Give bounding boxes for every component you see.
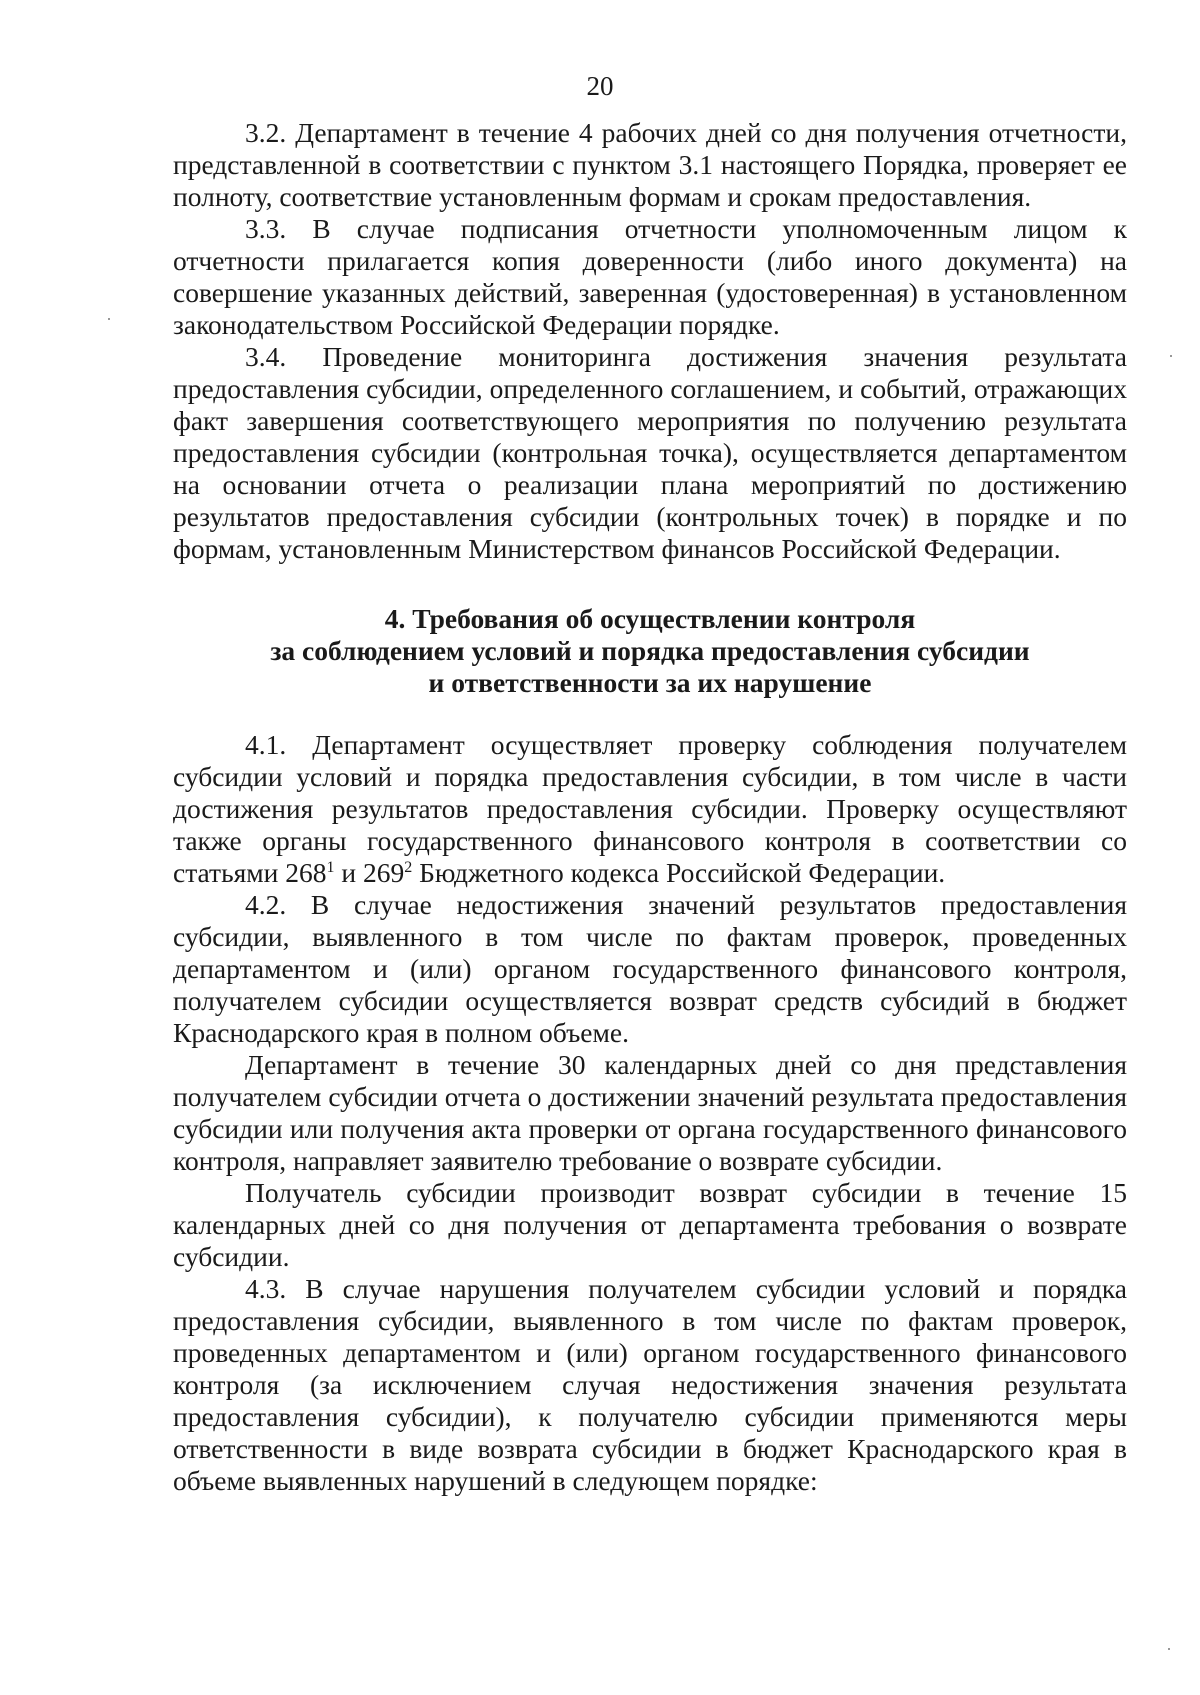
section-4-heading-line-2: за соблюдением условий и порядка предоставления субсидии (270, 635, 1030, 666)
scan-speck (1168, 1648, 1170, 1650)
paragraph-4-3: 4.3. В случае нарушения получателем субсидии условий и порядка предоставления субсидии, выявленного в том числе по фактам проверок, проведенных департаментом и (или) органом государственного финансового контроля (за исключением случая недостижения значения результата предоставления субсидии), к получателю субсидии применяются меры ответственности в виде возврата субсидии в бюджет Краснодарского края в объеме выявленных нарушений в следующем порядке: (173, 1273, 1127, 1496)
paragraph-4-2-return-term: Получатель субсидии производит возврат субсидии в течение 15 календарных дней со дня получения от департамента требования о возврате субсидии. (173, 1177, 1127, 1272)
page-number: 20 (586, 71, 614, 101)
paragraph-3-2: 3.2. Департамент в течение 4 рабочих дней со дня получения отчетности, представленной в соответствии с пунктом 3.1 настоящего Порядка, проверяет ее полноту, соответствие установленным формам и срокам предоставления. (173, 117, 1127, 212)
paragraph-4-1 (173, 729, 1127, 889)
article-268-superscript: 1 (326, 859, 335, 876)
scan-speck (1170, 355, 1172, 357)
section-4-heading-line-3: и ответственности за их нарушение (428, 667, 872, 698)
paragraph-4-1-text-b: и 269 (334, 857, 405, 888)
paragraph-4-1-text-a: 4.1. Департамент осуществляет проверку соблюдения получателем субсидии условий и порядка предоставления субсидии, в том числе в части достижения результатов предоставления субсидии. Проверку осуществляют также органы государственного финансового контроля в соответствии со статьями 268 (173, 729, 1127, 888)
article-269-superscript: 2 (404, 859, 413, 876)
paragraph-4-2: 4.2. В случае недостижения значений результатов предоставления субсидии, выявленного в том числе по фактам проверок, проведенных департаментом и (или) органом государственного финансового контроля, получателем субсидии осуществляется возврат средств субсидий в бюджет Краснодарского края в полном объеме. (173, 889, 1127, 1048)
section-4-heading (173, 603, 1127, 699)
document-body (173, 117, 1127, 1497)
paragraph-4-1-text-c: Бюджетного кодекса Российской Федерации. (412, 857, 946, 888)
section-4-heading-line-1: 4. Требования об осуществлении контроля (384, 603, 916, 634)
scan-speck (108, 318, 110, 320)
paragraph-3-3: 3.3. В случае подписания отчетности уполномоченным лицом к отчетности прилагается копия доверенности (либо иного документа) на совершение указанных действий, заверенная (удостоверенная) в установленном законодательством Российской Федерации порядке. (173, 213, 1127, 340)
paragraph-3-4: 3.4. Проведение мониторинга достижения значения результата предоставления субсидии, определенного соглашением, и событий, отражающих факт завершения соответствующего мероприятия по получению результата предоставления субсидии (контрольная точка), осуществляется департаментом на основании отчета о реализации плана мероприятий по достижению результатов предоставления субсидии (контрольных точек) в порядке и по формам, установленным Министерством финансов Российской Федерации. (173, 341, 1127, 564)
paragraph-4-2-return-demand: Департамент в течение 30 календарных дней со дня представления получателем субсидии отчета о достижении значений результата предоставления субсидии или получения акта проверки от органа государственного финансового контроля, направляет заявителю требование о возврате субсидии. (173, 1049, 1128, 1176)
